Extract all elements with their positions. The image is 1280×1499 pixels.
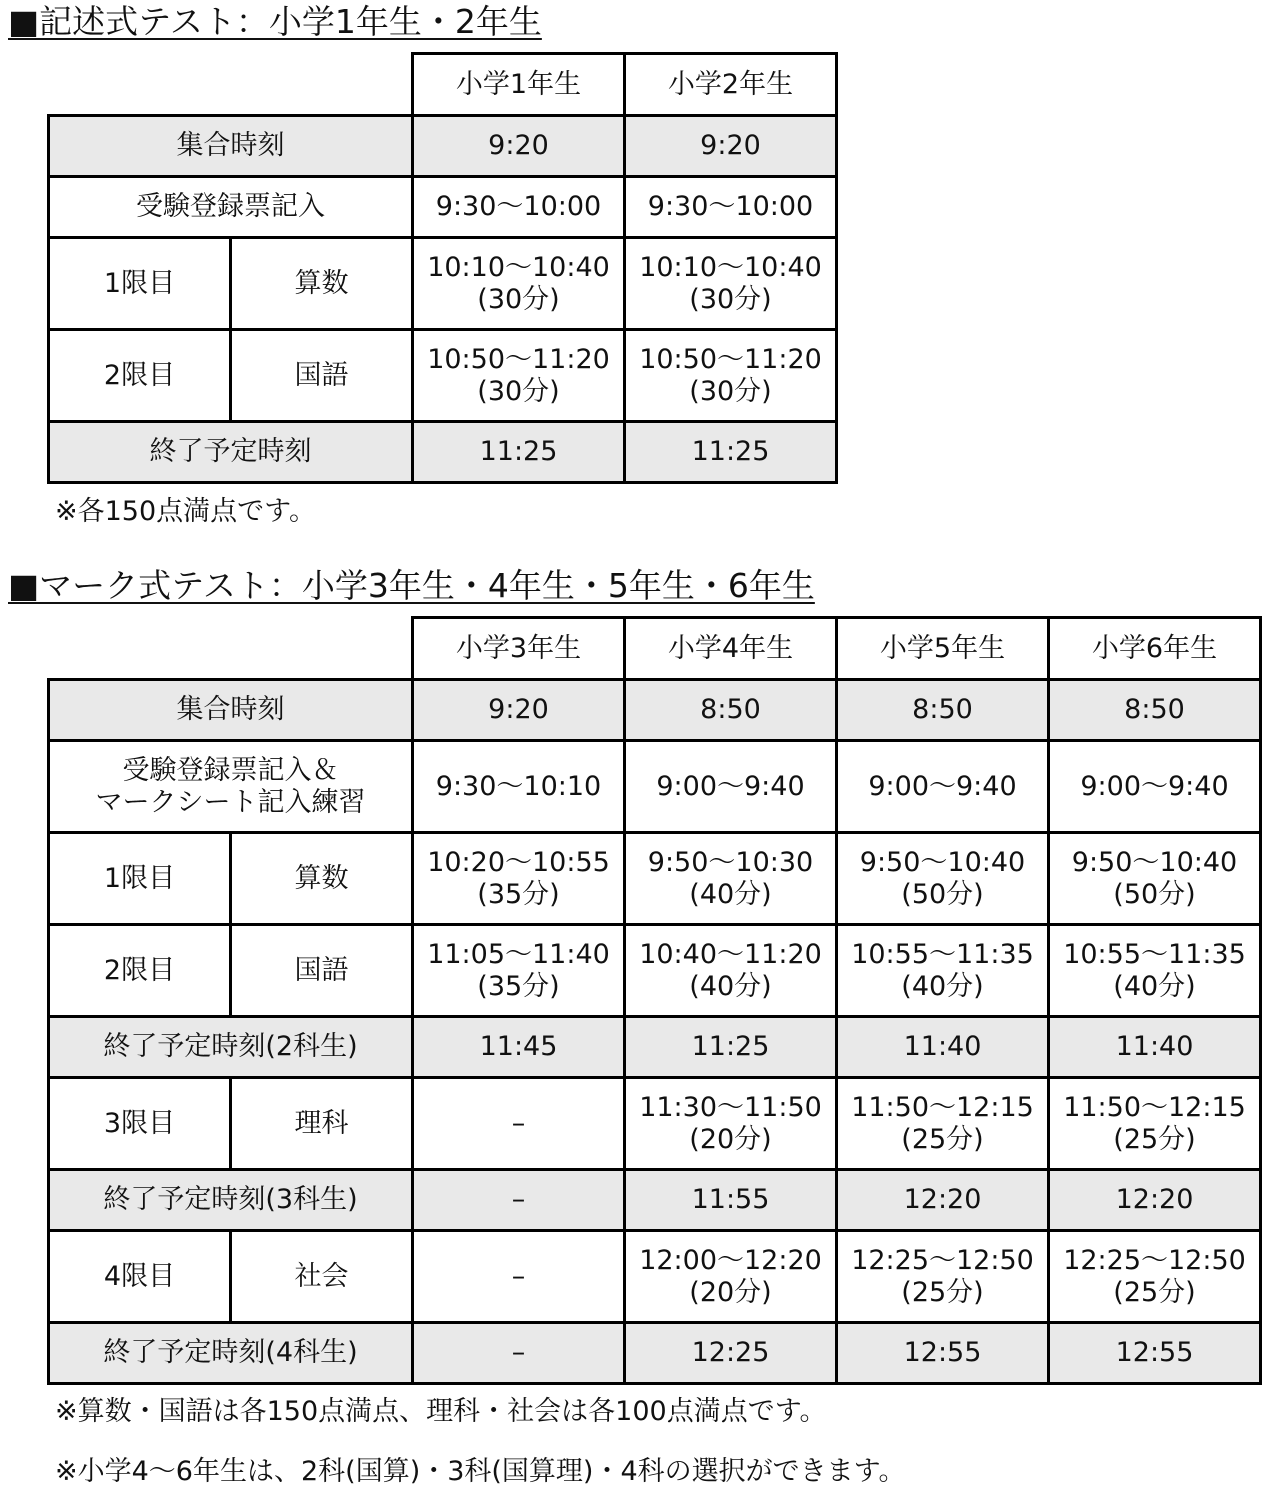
registration-time-cell: 9:00～9:40 (1049, 741, 1261, 833)
duration: (50分) (901, 878, 984, 910)
end-time-cell: 11:25 (625, 422, 837, 483)
period-time-cell (1049, 1078, 1261, 1170)
end-time-cell: 11:25 (413, 422, 625, 483)
period-label: 1限目 (49, 833, 231, 925)
grade-header: 小学2年生 (625, 54, 837, 116)
gather-time-cell: 8:50 (837, 680, 1049, 741)
written-test-schedule-table (47, 52, 838, 484)
period-time-cell (413, 925, 625, 1017)
row-label-end-time-2-subjects: 終了予定時刻(2科生) (49, 1017, 413, 1078)
period-time-cell (625, 1231, 837, 1323)
gather-time-cell: 8:50 (1049, 680, 1261, 741)
period-label: 4限目 (49, 1231, 231, 1323)
duration: (20分) (689, 1123, 772, 1155)
duration: (20分) (689, 1276, 772, 1308)
end-time-cell: 12:55 (1049, 1323, 1261, 1384)
subject-label: 国語 (231, 925, 413, 1017)
time-range: 10:50～11:20 (639, 343, 822, 375)
time-range: 12:25～12:50 (851, 1244, 1034, 1276)
period-time-cell (837, 833, 1049, 925)
period-time-cell (1049, 925, 1261, 1017)
subject-label: 算数 (231, 833, 413, 925)
not-applicable-cell: – (413, 1078, 625, 1170)
time-range: 11:30～11:50 (639, 1091, 822, 1123)
subject-label: 社会 (231, 1231, 413, 1323)
end-time-cell: 11:25 (625, 1017, 837, 1078)
period-time-cell (837, 1078, 1049, 1170)
period-time-cell (413, 330, 625, 422)
end-time-cell: 11:55 (625, 1170, 837, 1231)
grade-header: 小学3年生 (413, 618, 625, 680)
gather-time-cell: 9:20 (625, 116, 837, 177)
duration: (30分) (477, 283, 560, 315)
note-full-score: ※各150点満点です。 (55, 496, 316, 527)
time-range: 10:10～10:40 (427, 251, 610, 283)
duration: (30分) (689, 283, 772, 315)
duration: (40分) (901, 970, 984, 1002)
duration: (30分) (477, 375, 560, 407)
registration-time-cell: 9:30～10:00 (413, 177, 625, 238)
duration: (40分) (689, 878, 772, 910)
end-time-cell: 11:40 (1049, 1017, 1261, 1078)
registration-time-cell: 9:30～10:00 (625, 177, 837, 238)
period-time-cell (1049, 1231, 1261, 1323)
period-time-cell (625, 330, 837, 422)
row-label-gather-time: 集合時刻 (49, 680, 413, 741)
end-time-cell: 11:40 (837, 1017, 1049, 1078)
duration: (25分) (1113, 1276, 1196, 1308)
time-range: 10:55～11:35 (851, 938, 1034, 970)
registration-label-line: マークシート記入練習 (95, 786, 366, 818)
registration-label-line: 受験登録票記入＆ (122, 754, 339, 786)
row-label-registration: 受験登録票記入 (49, 177, 413, 238)
end-time-cell: 12:55 (837, 1323, 1049, 1384)
registration-time-cell: 9:00～9:40 (625, 741, 837, 833)
time-range: 11:05～11:40 (427, 938, 610, 970)
grade-header: 小学4年生 (625, 618, 837, 680)
registration-time-cell: 9:30～10:10 (413, 741, 625, 833)
section-title-written-test: ■記述式テスト：小学1年生・2年生 (8, 2, 542, 41)
time-range: 10:55～11:35 (1063, 938, 1246, 970)
period-label: 1限目 (49, 238, 231, 330)
duration: (25分) (1113, 1123, 1196, 1155)
end-time-cell: 12:25 (625, 1323, 837, 1384)
time-range: 9:50～10:40 (859, 846, 1026, 878)
period-time-cell (625, 925, 837, 1017)
grade-header: 小学1年生 (413, 54, 625, 116)
registration-time-cell: 9:00～9:40 (837, 741, 1049, 833)
duration: (40分) (1113, 970, 1196, 1002)
note-full-score: ※算数・国語は各150点満点、理科・社会は各100点満点です。 (55, 1396, 827, 1427)
time-range: 10:40～11:20 (639, 938, 822, 970)
row-label-end-time-3-subjects: 終了予定時刻(3科生) (49, 1170, 413, 1231)
gather-time-cell: 9:20 (413, 116, 625, 177)
row-label-registration (49, 741, 413, 833)
period-time-cell (625, 833, 837, 925)
time-range: 11:50～12:15 (1063, 1091, 1246, 1123)
period-time-cell (625, 1078, 837, 1170)
duration: (50分) (1113, 878, 1196, 910)
time-range: 10:50～11:20 (427, 343, 610, 375)
header-blank-cell (49, 54, 413, 116)
period-time-cell (625, 238, 837, 330)
period-time-cell (837, 925, 1049, 1017)
row-label-end-time-4-subjects: 終了予定時刻(4科生) (49, 1323, 413, 1384)
time-range: 10:10～10:40 (639, 251, 822, 283)
duration: (25分) (901, 1276, 984, 1308)
duration: (35分) (477, 878, 560, 910)
subject-label: 算数 (231, 238, 413, 330)
end-time-cell: 12:20 (837, 1170, 1049, 1231)
period-label: 2限目 (49, 330, 231, 422)
row-label-end-time: 終了予定時刻 (49, 422, 413, 483)
not-applicable-cell: – (413, 1231, 625, 1323)
row-label-gather-time: 集合時刻 (49, 116, 413, 177)
gather-time-cell: 8:50 (625, 680, 837, 741)
time-range: 9:50～10:40 (1071, 846, 1238, 878)
header-blank-cell (49, 618, 413, 680)
end-time-cell: 12:20 (1049, 1170, 1261, 1231)
period-label: 2限目 (49, 925, 231, 1017)
duration: (40分) (689, 970, 772, 1002)
time-range: 11:50～12:15 (851, 1091, 1034, 1123)
grade-header: 小学6年生 (1049, 618, 1261, 680)
period-time-cell (837, 1231, 1049, 1323)
time-range: 12:25～12:50 (1063, 1244, 1246, 1276)
note-subject-selection: ※小学4～6年生は、2科(国算)・3科(国算理)・4科の選択ができます。 (55, 1456, 906, 1487)
time-range: 9:50～10:30 (647, 846, 814, 878)
subject-label: 国語 (231, 330, 413, 422)
period-time-cell (413, 238, 625, 330)
mark-test-schedule-table (47, 616, 1262, 1385)
period-label: 3限目 (49, 1078, 231, 1170)
period-time-cell (413, 833, 625, 925)
grade-header: 小学5年生 (837, 618, 1049, 680)
period-time-cell (1049, 833, 1261, 925)
gather-time-cell: 9:20 (413, 680, 625, 741)
duration: (25分) (901, 1123, 984, 1155)
end-time-cell: 11:45 (413, 1017, 625, 1078)
time-range: 10:20～10:55 (427, 846, 610, 878)
section-title-mark-test: ■マーク式テスト：小学3年生・4年生・5年生・6年生 (8, 566, 815, 605)
duration: (30分) (689, 375, 772, 407)
subject-label: 理科 (231, 1078, 413, 1170)
duration: (35分) (477, 970, 560, 1002)
end-time-cell: – (413, 1323, 625, 1384)
time-range: 12:00～12:20 (639, 1244, 822, 1276)
end-time-cell: – (413, 1170, 625, 1231)
